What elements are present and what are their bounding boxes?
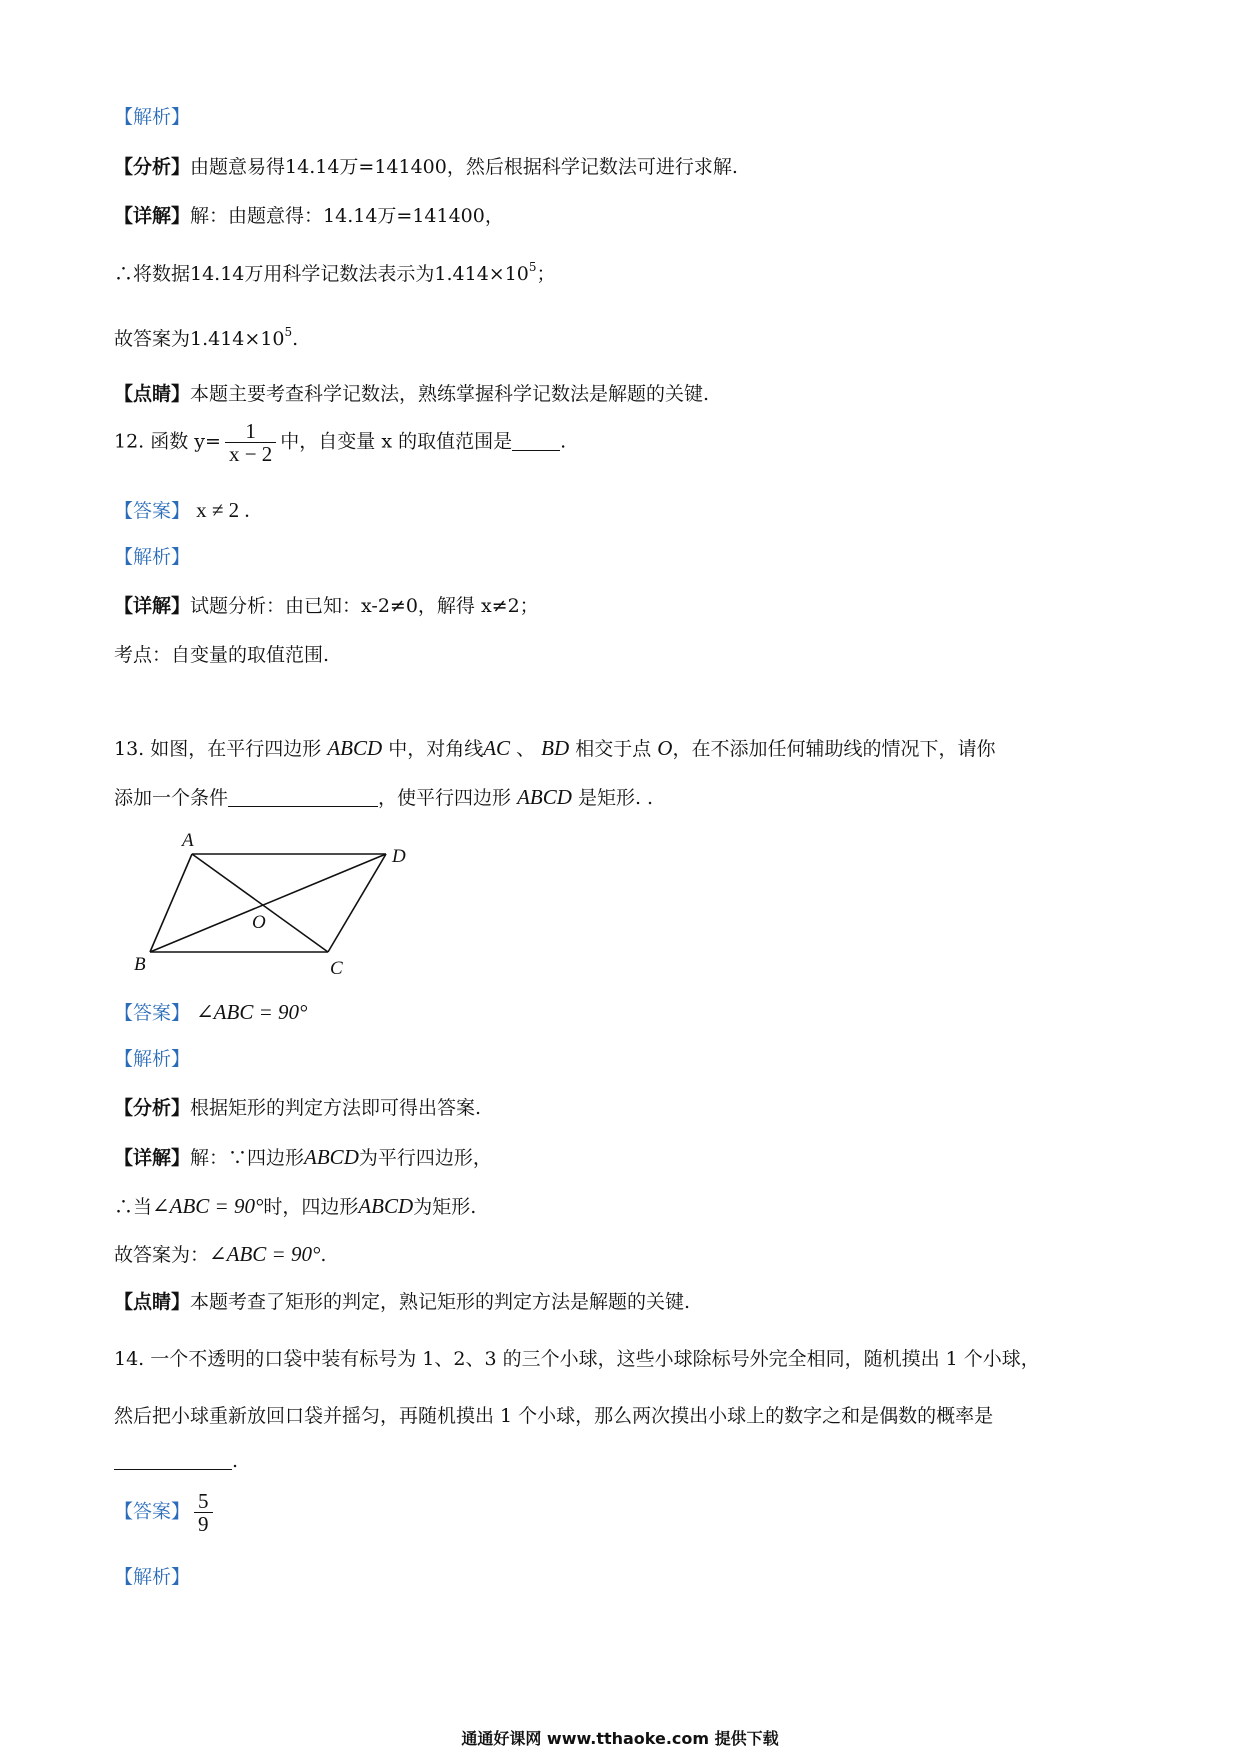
answer-blank — [114, 1469, 232, 1470]
vertex-label-a: A — [182, 830, 194, 851]
q14-answer: 【答案】 $\frac{5}{9}$ — [114, 1490, 217, 1535]
question-13-line2: 添加一个条件 ，使平行四边形 ABCD 是矩形. . — [114, 785, 654, 809]
analysis-line: 【分析】由题意易得14.14万=141400，然后根据科学记数法可进行求解. — [114, 156, 738, 178]
answer-blank — [512, 450, 560, 451]
question-14-line2: 然后把小球重新放回口袋并摇匀，再随机摸出 1 个小球，那么两次摸出小球上的数字之和是偶数的概率是 — [114, 1405, 994, 1427]
vertex-label-c: C — [330, 958, 343, 978]
diagonal-ac — [192, 854, 328, 952]
detail-line: 【详解】解：由题意得：14.14万=141400， — [114, 205, 504, 227]
q13-answer: 【答案】 ∠ABC = 90° — [114, 1000, 308, 1024]
q13-answer-statement: 故答案为：∠ABC = 90°. — [114, 1242, 327, 1266]
function-fraction: $\frac{1}{x - 2}$ — [225, 420, 276, 465]
vertex-label-b: B — [134, 954, 146, 975]
answer-fraction: $\frac{5}{9}$ — [194, 1490, 213, 1535]
q13-comment: 【点睛】本题考查了矩形的判定，熟记矩形的判定方法是解题的关键. — [114, 1291, 691, 1313]
q12-kaodian: 考点：自变量的取值范围. — [114, 644, 330, 666]
q13-jiexi: 【解析】 — [114, 1048, 191, 1070]
q14-jiexi: 【解析】 — [114, 1566, 191, 1588]
vertex-label-d: D — [392, 846, 406, 867]
question-12: 12. 函数 y= $\frac{1}{x - 2}$ 中，自变量 x 的取值范围是 . — [114, 419, 567, 467]
q13-detail: 【详解】解：∵四边形ABCD为平行四边形， — [114, 1145, 492, 1169]
question-13-line1: 13. 如图，在平行四边形 ABCD 中，对角线AC 、 BD 相交于点 O，在不添加任何辅助线的情况下，请你 — [114, 736, 996, 760]
scientific-notation-line: ∴将数据14.14万用科学记数法表示为$1.414\times 10^5$； — [114, 260, 556, 285]
q13-condition-line: ∴当∠ABC = 90°时，四边形ABCD为矩形. — [114, 1194, 477, 1218]
page-footer: 通通好课网 www.tthaoke.com 提供下载 — [461, 1729, 779, 1748]
q12-answer: 【答案】 x ≠ 2 . — [114, 498, 250, 522]
section-title-jiexi: 【解析】 — [114, 106, 191, 128]
question-14-line1: 14. 一个不透明的口袋中装有标号为 1、2、3 的三个小球，这些小球除标号外完全相同，随机摸出 1 个小球， — [114, 1348, 1040, 1370]
q13-analysis: 【分析】根据矩形的判定方法即可得出答案. — [114, 1097, 482, 1119]
vertex-label-o: O — [252, 912, 266, 933]
side-dc — [328, 854, 386, 952]
answer-blank — [228, 806, 378, 807]
q12-jiexi: 【解析】 — [114, 546, 191, 568]
answer-statement: 故答案为$1.414\times 10^5$. — [114, 325, 299, 350]
q12-detail: 【详解】试题分析：由已知：x-2≠0，解得 x≠2； — [114, 595, 539, 617]
parallelogram-figure — [120, 828, 420, 978]
question-14-line3: . — [114, 1450, 238, 1473]
comment-line: 【点睛】本题主要考查科学记数法，熟练掌握科学记数法是解题的关键. — [114, 383, 710, 405]
